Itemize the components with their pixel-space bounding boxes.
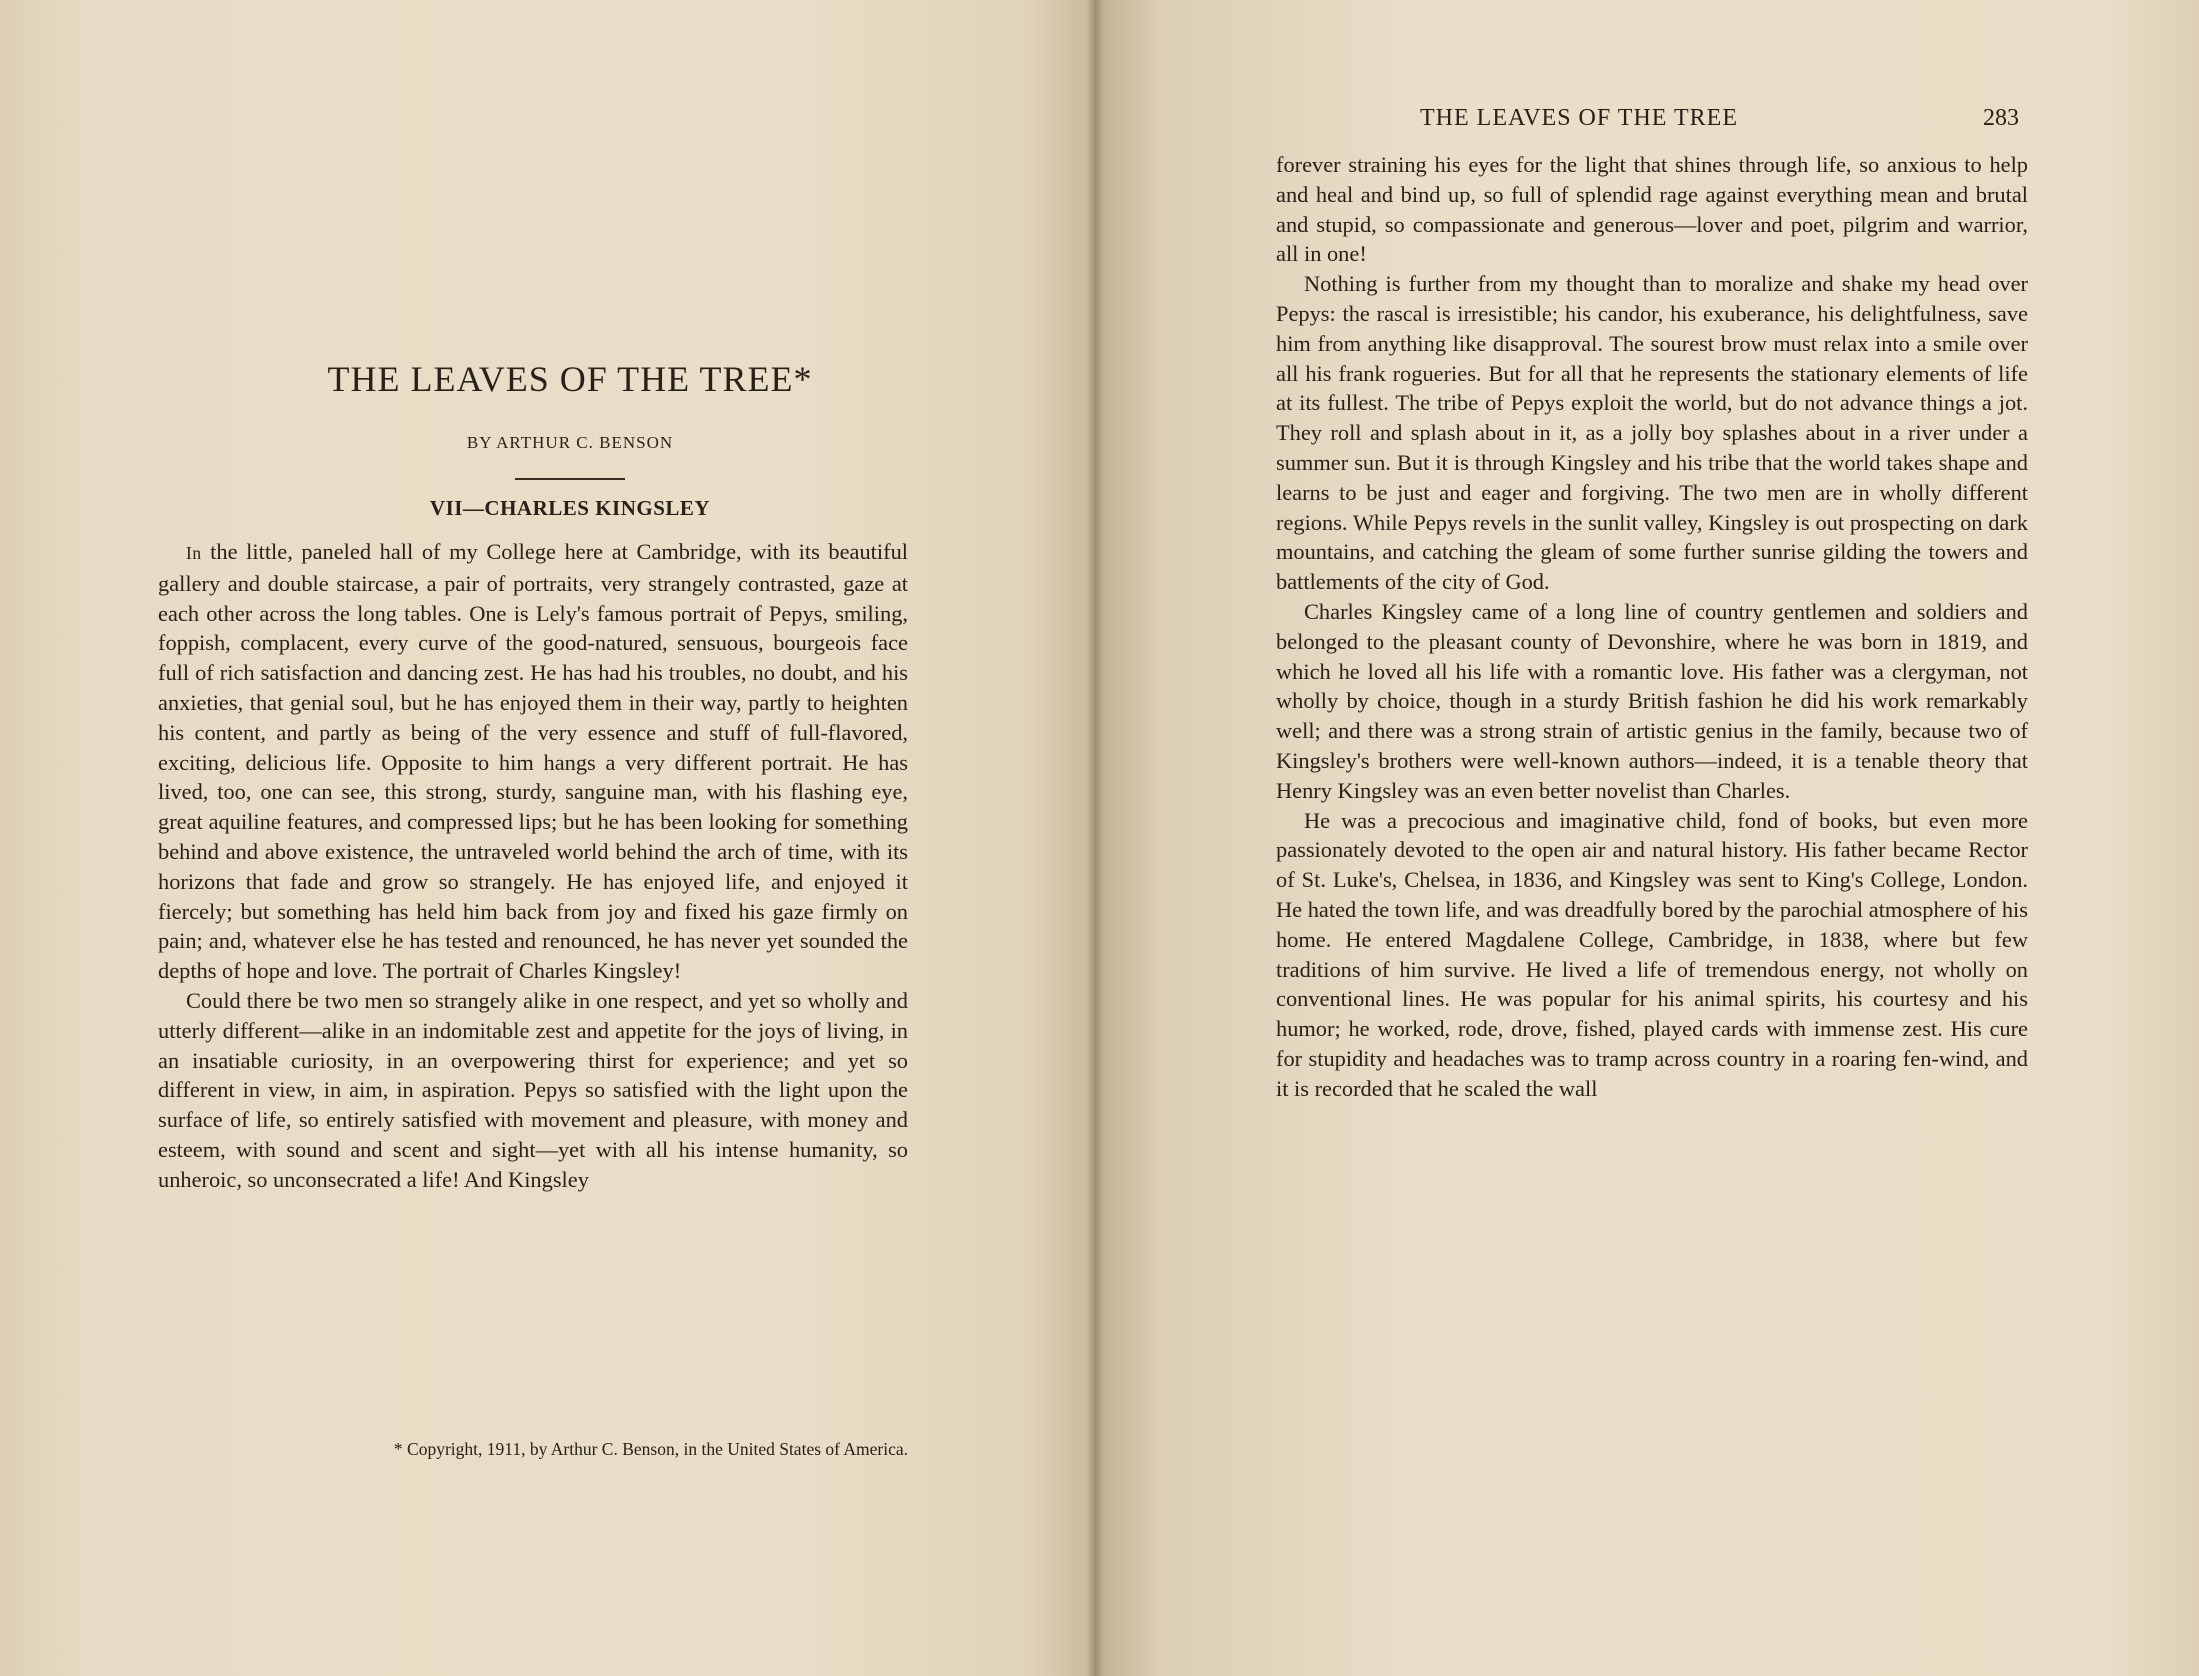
left-paragraph-1-text: the little, paneled hall of my College here at Cambridge, with its beautiful gallery and double staircase, a pair of portraits, very strangely contrasted, gaze at each other across the long tables. One is Lely's famous portrait of Pepys, smiling, foppish, complacent, every curve of the good-natured, sensuous, bourgeois face full of rich satisfaction and dancing zest. He has had his troubles, no doubt, and his anxieties, that genial soul, but he has enjoyed them in their way, partly to heighten his content, and partly as being of the very essence and stuff of full-flavored, exciting, delicious life. Opposite to him hangs a very different portrait. He has lived, too, one can see, this strong, sturdy, sanguine man, with his flashing eye, great aquiline features, and compressed lips; but he has been looking for something behind and above existence, the untraveled world behind the arch of time, with its horizons that fade and grow so strangely. He has enjoyed life, and enjoyed it fiercely; but something has held him back from joy and fixed his gaze firmly on pain; and, whatever else he has tested and renounced, he has never yet sounded the depths of hope and love. The portrait of Charles Kingsley! xyxy=(158,539,908,984)
book-gutter xyxy=(1086,0,1104,1676)
right-paragraph-2: Nothing is further from my thought than to moralize and shake my head over Pepys: the rascal is irresistible; his candor, his exuberance, his delightfulness, save him from anything like disapproval. The sourest brow must relax into a smile over all his frank rogueries. But for all that he represents the stationary elements of life at its fullest. The tribe of Pepys exploit the world, but do not advance things a jot. They roll and splash about in it, as a jolly boy splashes about in a river under a summer sun. But it is through Kingsley and his tribe that the world takes shape and learns to be just and eager and forgiving. The two men are in wholly different regions. While Pepys revels in the sunlit valley, Kingsley is out prospecting on dark mountains, and catching the gleam of some further sunrise gilding the towers and battlements of the city of God. xyxy=(1276,271,2028,595)
title-rule xyxy=(515,478,625,480)
right-paragraph-4: He was a precocious and imaginative child, fond of books, but even more passionately devoted to the open air and natural history. His father became Rector of St. Luke's, Chelsea, in 1836, and Kingsley was sent to King's College, London. He hated the town life, and was dreadfully bored by the parochial atmosphere of his home. He entered Magdalene College, Cambridge, in 1838, where but few traditions of him survive. He lived a life of tremendous energy, not wholly on conventional lines. He was popular for his animal spirits, his courtesy and his humor; he worked, rode, drove, fished, played cards with immense zest. His cure for stupidity and headaches was to tramp across country in a roaring fen-wind, and it is recorded that he scaled the wall xyxy=(1276,807,2028,1101)
right-paragraph-1: forever straining his eyes for the light that shines through life, so anxious to help and heal and bind up, so full of splendid rage against everything mean and brutal and stupid, so compassionate and generous—lover and poet, pilgrim and warrior, all in one! xyxy=(1276,152,2028,267)
section-title: VII—CHARLES KINGSLEY xyxy=(429,496,711,520)
left-body-text xyxy=(158,537,908,1195)
left-page xyxy=(0,0,1095,1676)
right-body-text xyxy=(1276,150,2028,1104)
drop-word: In xyxy=(186,543,202,563)
page-number: 283 xyxy=(1983,105,2019,131)
copyright-footnote: * Copyright, 1911, by Arthur C. Benson, in the United States of America. xyxy=(393,1439,908,1459)
byline: BY ARTHUR C. BENSON xyxy=(466,433,674,452)
left-paragraph-1 xyxy=(158,537,908,986)
article-title: THE LEAVES OF THE TREE* xyxy=(327,359,813,399)
left-paragraph-2: Could there be two men so strangely alike in one respect, and yet so wholly and utterly different—alike in an indomitable zest and appetite for the joys of living, in an insatiable curiosity, in an overpowering thirst for experience; and yet so different in view, in aim, in aspiration. Pepys so satisfied with the light upon the surface of life, so entirely satisfied with movement and pleasure, with money and esteem, with sound and scent and sight—yet with all his intense humanity, so unheroic, so unconsecrated a life! And Kingsley xyxy=(158,987,908,1192)
running-head: THE LEAVES OF THE TREE xyxy=(1420,105,1739,131)
right-paragraph-3: Charles Kingsley came of a long line of country gentlemen and soldiers and belonged to the pleasant county of Devonshire, where he was born in 1819, and which he loved all his life with a romantic love. His father was a clergyman, not wholly by choice, though in a sturdy British fashion he did his work remarkably well; and there was a strong strain of artistic genius in the family, because two of Kingsley's brothers were well-known authors—indeed, it is a tenable theory that Henry Kingsley was an even better novelist than Charles. xyxy=(1276,598,2028,803)
